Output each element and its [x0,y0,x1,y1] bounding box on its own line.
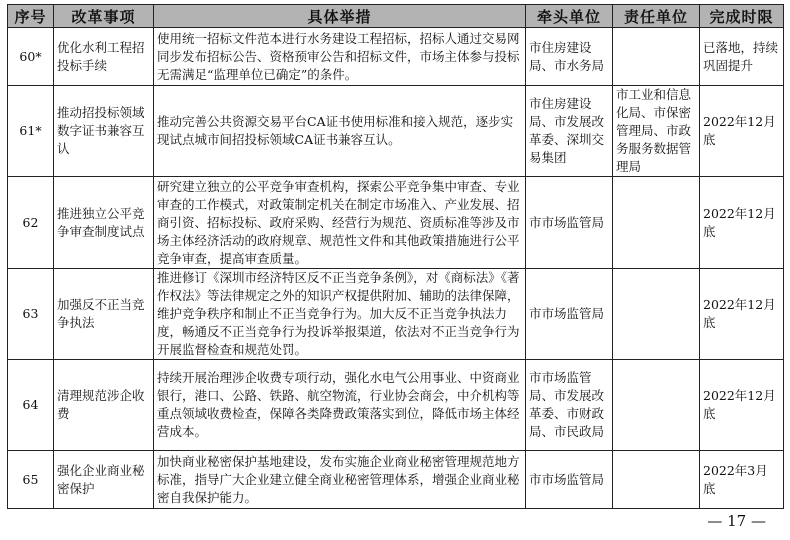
row-lead: 市住房建设局、市水务局 [526,28,613,86]
row-no: 62 [8,177,54,269]
table-row [8,28,784,86]
row-lead: 市市场监管局 [526,451,613,509]
row-item: 优化水利工程招投标手续 [54,28,154,86]
header-no: 序号 [8,5,54,28]
row-detail: 持续开展治理涉企收费专项行动，强化水电气公用事业、中资商业银行，港口、公路、铁路、航空物流，行业协会商会，中介机构等重点领域收费检查，保障各类降费政策落实到位，降低市场主体经营成本。 [154,360,526,451]
row-resp [613,269,700,360]
reform-table [7,4,784,509]
header-lead: 牵头单位 [526,5,613,28]
table-row [8,269,784,360]
row-lead: 市市场监管局 [526,177,613,269]
row-detail: 加快商业秘密保护基地建设，发布实施企业商业秘密管理规范地方标准，指导广大企业建立健全商业秘密管理体系，增强企业商业秘密自我保护能力。 [154,451,526,509]
table-row [8,451,784,509]
row-deadline: 已落地，持续巩固提升 [700,28,784,86]
header-item: 改革事项 [54,5,154,28]
page-number: — 17 — [707,512,766,530]
row-detail: 推进修订《深圳市经济特区反不正当竞争条例》，对《商标法》《著作权法》等法律规定之外的知识产权提供附加、辅助的法律保障，维护竞争秩序和制止不正当竞争行为。加大反不正当竞争执法力度，畅通反不正当竞争行为投诉举报渠道，依法对不正当竞争行为开展监督检查和规范处罚。 [154,269,526,360]
header-deadline: 完成时限 [700,5,784,28]
row-deadline: 2022年12月底 [700,269,784,360]
table-row [8,360,784,451]
row-deadline: 2022年3月底 [700,451,784,509]
row-resp [613,28,700,86]
row-resp: 市工业和信息化局、市保密管理局、市政务服务数据管理局 [613,86,700,177]
row-detail: 研究建立独立的公平竞争审查机构，探索公平竞争集中审查、专业审查的工作模式，对政策制定机关在制定市场准入、产业发展、招商引资、招标投标、政府采购、经营行为规范、资质标准等涉及市场主体经济活动的政府规章、规范性文件和其他政策措施进行公平竞争审查，提高审查质量。 [154,177,526,269]
row-lead: 市市场监管局、市发展改革委、市财政局、市民政局 [526,360,613,451]
table-row [8,86,784,177]
row-resp [613,360,700,451]
header-detail: 具体举措 [154,5,526,28]
row-detail: 使用统一招标文件范本进行水务建设工程招标，招标人通过交易网同步发布招标公告、资格预审公告和招标文件，市场主体参与投标无需满足“监理单位已确定”的条件。 [154,28,526,86]
row-item: 加强反不正当竞争执法 [54,269,154,360]
row-deadline: 2022年12月底 [700,177,784,269]
row-item: 清理规范涉企收费 [54,360,154,451]
row-deadline: 2022年12月底 [700,360,784,451]
row-no: 65 [8,451,54,509]
row-deadline: 2022年12月底 [700,86,784,177]
row-item: 推进独立公平竞争审查制度试点 [54,177,154,269]
row-lead: 市住房建设局、市发展改革委、深圳交易集团 [526,86,613,177]
row-resp [613,177,700,269]
row-no: 63 [8,269,54,360]
row-item: 推动招投标领域数字证书兼容互认 [54,86,154,177]
row-no: 64 [8,360,54,451]
row-detail: 推动完善公共资源交易平台CA证书使用标准和接入规范，逐步实现试点城市间招投标领域CA证书兼容互认。 [154,86,526,177]
table-row [8,177,784,269]
row-lead: 市市场监管局 [526,269,613,360]
header-row [8,5,784,28]
row-no: 61* [8,86,54,177]
row-resp [613,451,700,509]
header-resp: 责任单位 [613,5,700,28]
row-no: 60* [8,28,54,86]
row-item: 强化企业商业秘密保护 [54,451,154,509]
